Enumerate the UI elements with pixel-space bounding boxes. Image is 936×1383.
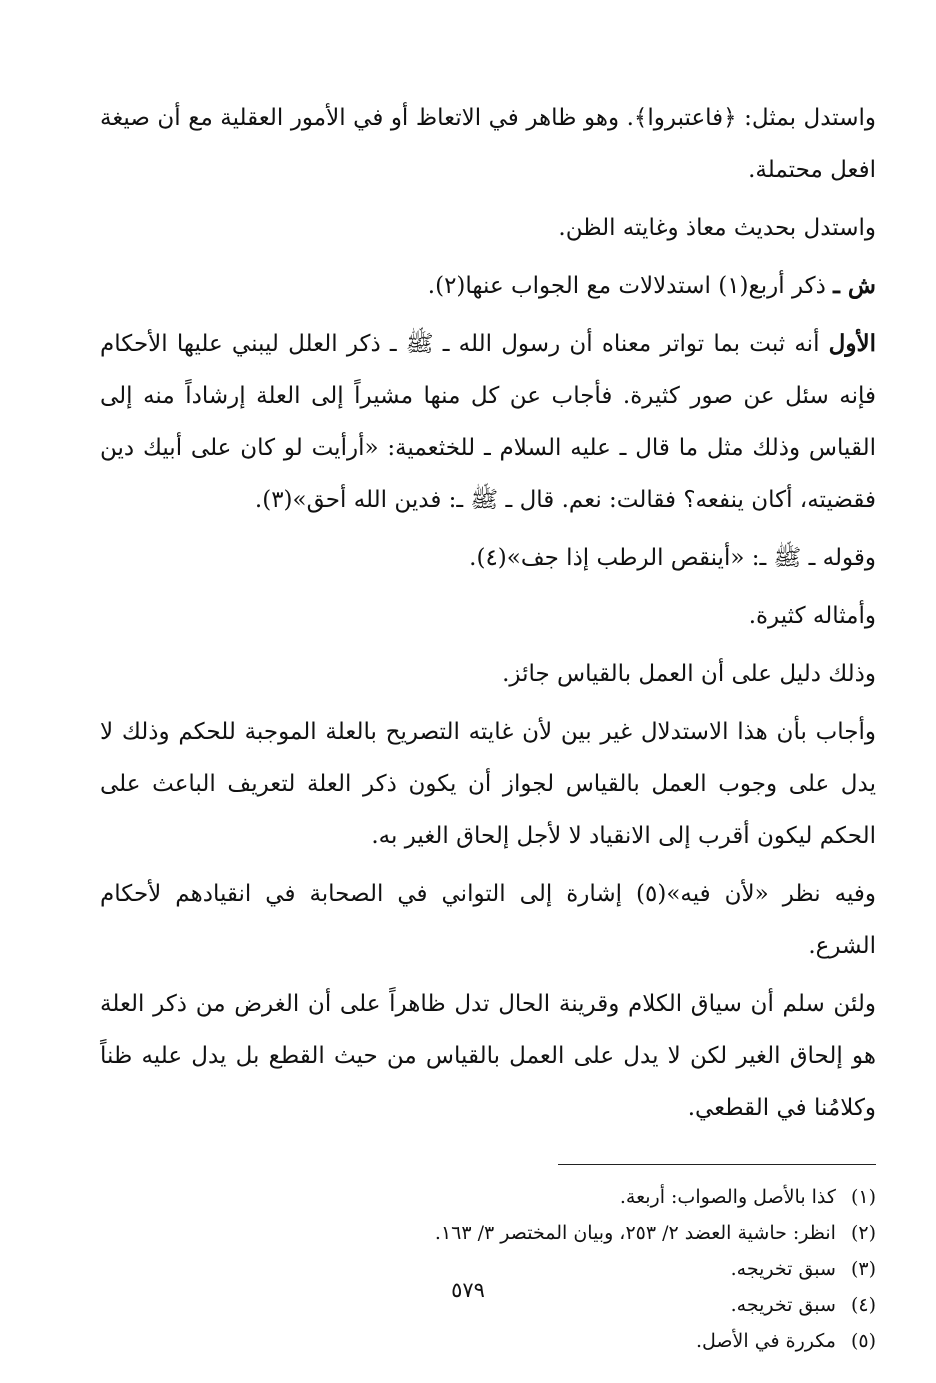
paragraph-7 [100,648,876,700]
page-number: ٥٧٩ [451,1278,485,1302]
paragraph-1-text: واستدل بمثل: ﴿فاعتبروا﴾. وهو ظاهر في الاتعاظ أو في الأمور العقلية مع أن صيغة افعل محتملة. [100,105,876,183]
paragraph-8-text: وأجاب بأن هذا الاستدلال غير بين لأن غايته التصريح بالعلة الموجبة للحكم وذلك لا يدل على وجوب العمل بالقياس لجواز أن يكون ذكر العلة لتعريف الباعث على الحكم ليكون أقرب إلى الانقياد لا لأجل إلحاق الغير به. [100,719,876,849]
paragraph-4-lead: الأول [828,330,876,357]
paragraph-5-text: وقوله ـ ﷺ ـ: «أينقص الرطب إذا جف»(٤). [469,545,876,571]
footnote-2-number: (٢) [850,1222,876,1244]
footnote-1-text: كذا بالأصل والصواب: أربعة. [619,1186,836,1208]
footnote-2 [100,1215,876,1251]
paragraph-10-text: ولئن سلم أن سياق الكلام وقرينة الحال تدل ظاهراً على أن الغرض من ذكر العلة هو إلحاق الغير لكن لا يدل على العمل بالقياس من حيث القطع بل يدل عليه ظناً وكلامُنا في القطعي. [100,991,876,1121]
paragraph-4 [100,318,876,526]
paragraph-7-text: وذلك دليل على أن العمل بالقياس جائز. [502,661,876,687]
main-text [100,92,876,1134]
paragraph-2 [100,202,876,254]
paragraph-10 [100,978,876,1134]
footnotes [100,1179,876,1359]
footnote-5-number: (٥) [850,1330,876,1352]
paragraph-6 [100,590,876,642]
paragraph-2-text: واستدل بحديث معاذ وغايته الظن. [558,215,876,241]
footnote-separator-wrap [100,1164,876,1165]
footnote-2-text: انظر: حاشية العضد ٢/ ٢٥٣، وبيان المختصر ٣/ ١٦٣. [434,1222,836,1244]
paragraph-3-lead: ش ـ [833,272,876,299]
paragraph-1 [100,92,876,196]
paragraph-3 [100,260,876,312]
paragraph-5 [100,532,876,584]
footnote-4-number: (٤) [850,1294,876,1316]
paragraph-9 [100,868,876,972]
footnote-5 [100,1323,876,1359]
footnote-1 [100,1179,876,1215]
footnote-separator [558,1164,876,1165]
paragraph-8 [100,706,876,862]
footnote-3-text: سبق تخريجه. [730,1258,836,1280]
footnote-4-text: سبق تخريجه. [730,1294,836,1316]
footnote-5-text: مكررة في الأصل. [695,1330,836,1352]
paragraph-9-text: وفيه نظر «لأن فيه»(٥) إشارة إلى التواني في الصحابة في انقيادهم لأحكام الشرع. [100,881,877,959]
footnote-3-number: (٣) [850,1258,876,1280]
footnote-1-number: (١) [850,1186,876,1208]
paragraph-3-text: ذكر أربع(١) استدلالات مع الجواب عنها(٢). [427,273,826,299]
paragraph-6-text: وأمثاله كثيرة. [748,603,876,629]
paragraph-4-text: أنه ثبت بما تواتر معناه أن رسول الله ـ ﷺ ـ ذكر العلل ليبني عليها الأحكام فإنه سئل عن صور كثيرة. فأجاب عن كل منها مشيراً إلى العلة إرشاداً منه إلى القياس وذلك مثل ما قال ـ عليه السلام ـ للخثعمية: «أرأيت لو كان على أبيك دين فقضيته، أكان ينفعه؟ فقالت: نعم. قال ـ ﷺ ـ: فدين الله أحق»(٣). [100,331,876,513]
